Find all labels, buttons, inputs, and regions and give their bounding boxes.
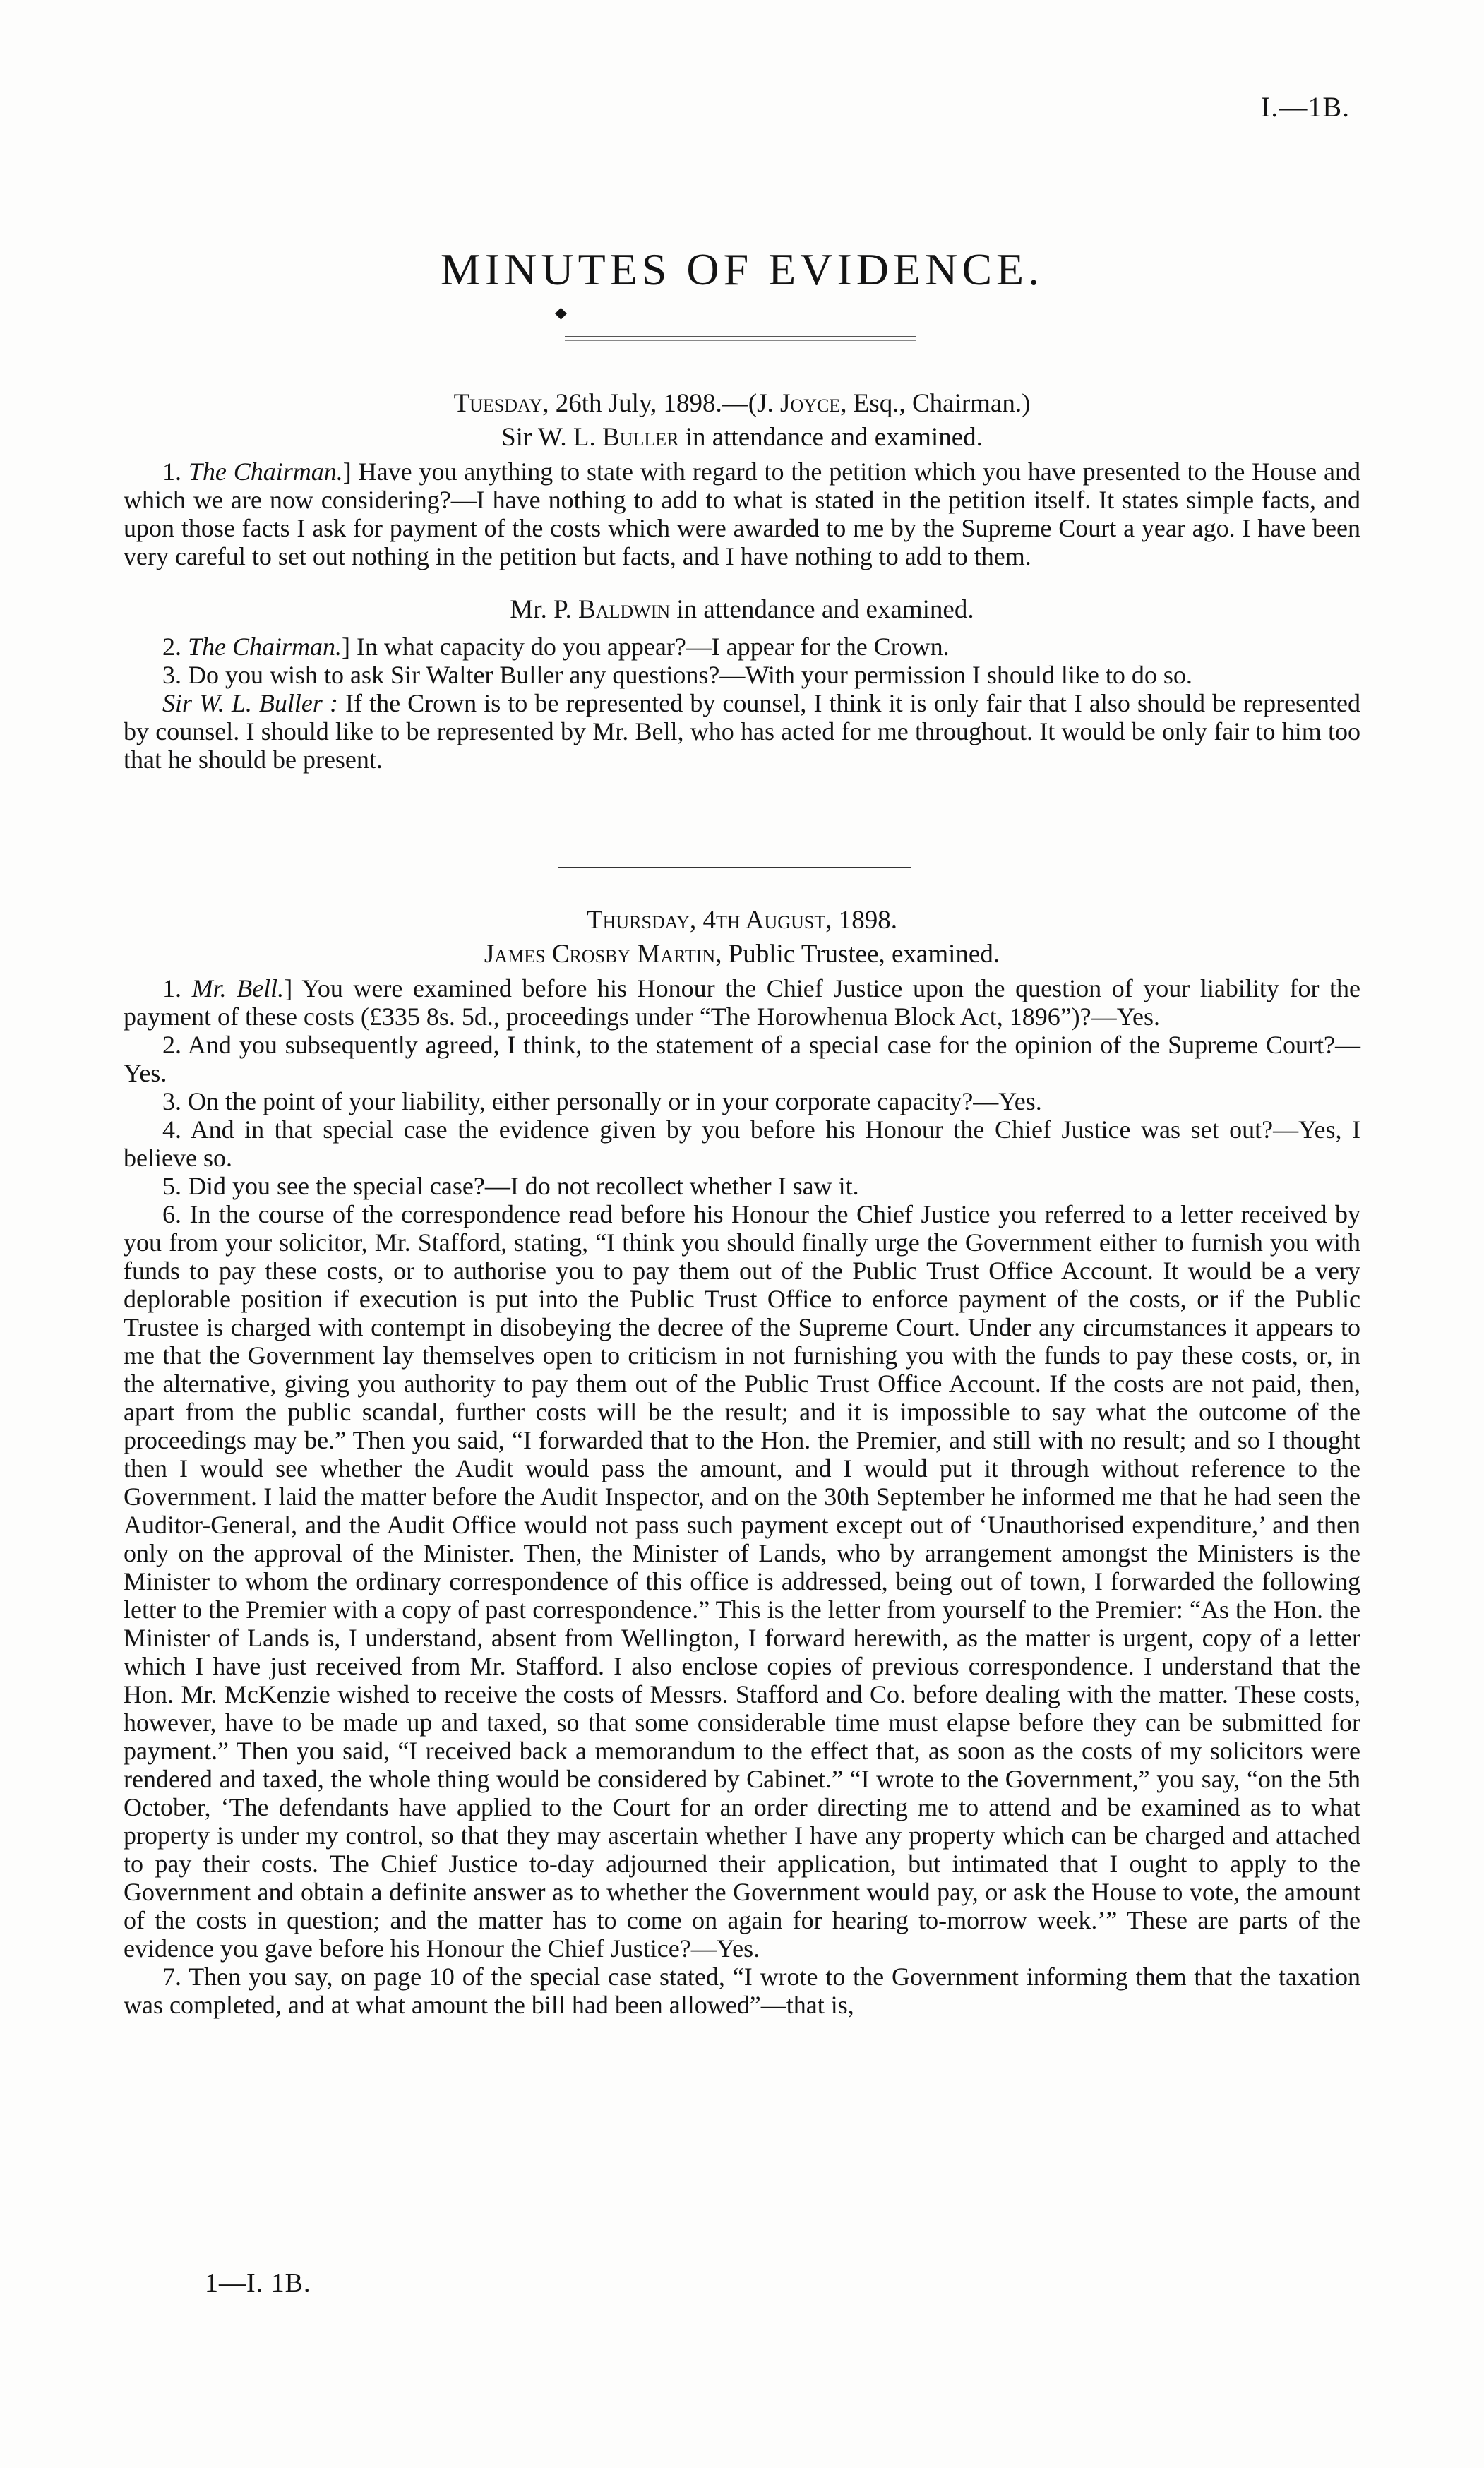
question-s2-2: 2. And you subsequently agreed, I think, to the statement of a special case for the opinion of the Supreme Court?—Yes.: [124, 1031, 1360, 1087]
session-1-date: , 26th July, 1898.—(J.: [542, 389, 781, 418]
buller-remark: [124, 689, 1360, 774]
question-s2-7: 7. Then you say, on page 10 of the special case stated, “I wrote to the Government informing them that the taxation was completed, and at what amount the bill had been allowed”—that is,: [124, 1963, 1360, 2019]
speaker: The Chairman.: [188, 633, 342, 661]
speaker: Sir W. L. Buller :: [162, 689, 338, 717]
session-1-chairman-name: Joyce: [780, 389, 841, 418]
session-2-day: Thursday: [587, 906, 690, 935]
page-reference: I.—1B.: [1261, 91, 1350, 123]
title-ornament: ◆: [555, 304, 567, 321]
page-title: MINUTES OF EVIDENCE.: [440, 244, 1044, 294]
speaker: The Chairman.: [188, 457, 343, 486]
question-text: ] In what capacity do you appear?—I appear for the Crown.: [342, 633, 950, 661]
question-1: [124, 457, 1360, 570]
session-1: [124, 387, 1360, 774]
witness-name: Buller: [602, 423, 679, 452]
title-rule: [565, 336, 916, 341]
session-1-day: Tuesday: [453, 389, 543, 418]
page-footer: 1—I. 1B.: [205, 2268, 311, 2298]
session-2: [124, 904, 1360, 2019]
witness-prefix: Sir W. L.: [501, 423, 602, 452]
remark-text: If the Crown is to be represented by counsel, I think it is only fair that I also should be represented by counsel. I should like to be represented by Mr. Bell, who has acted for me throughout. It would be only fair to him too that he should be present.: [124, 689, 1361, 774]
question-number: 1.: [162, 974, 192, 1002]
witness-suffix: , Public Trustee, examined.: [715, 940, 1000, 969]
question-number: 2.: [162, 633, 188, 661]
session-2-heading: [124, 904, 1360, 938]
witness-suffix: in attendance and examined.: [678, 423, 983, 452]
question-text: ] You were examined before his Honour the Chief Justice upon the question of your liability for the payment of these costs (£335 8s. 5d., proceedings under “The Horowhenua Block Act, 1896”)?—Yes.: [124, 974, 1361, 1031]
witness-line: [124, 421, 1360, 455]
question-s2-6: 6. In the course of the correspondence read before his Honour the Chief Justice you referred to a letter received by you from your solicitor, Mr. Stafford, stating, “I think you should finally urge the Government either to furnish you with funds to pay these costs, or to authorise you to pay them out of the Public Trust Office Account. It would be a very deplorable position if execution is put into the Public Trust Office to enforce payment of the costs, or if the Public Trustee is charged with contempt in disobeying the decree of the Supreme Court. Under any circumstances it appears to me that the Government lay themselves open to criticism in not furnishing you with the funds to pay these costs, or, in the alternative, giving you authority to pay them out of the Public Trust Office Account. If the costs are not paid, then, apart from the public scandal, further costs will be the result; and it is impossible to say what the outcome of the proceedings may be.” Then you said, “I forwarded that to the Hon. the Premier, and still with no result; and so I thought then I would see whether the Audit would pass the amount, and I would put it through without reference to the Government. I laid the matter before the Audit Inspector, and on the 30th September he informed me that he had seen the Auditor-General, and the Audit Office would not pass such payment except out of ‘Unauthorised expenditure,’ and then only on the approval of the Minister. Then, the Minister of Lands, who by arrangement amongst the Ministers is the Minister to whom the ordinary correspondence of this office is addressed, being out of town, I forwarded the following letter to the Premier with a copy of past correspondence.” This is the letter from yourself to the Premier: “As the Hon. the Minister of Lands is, I understand, absent from Wellington, I forward herewith, as the matter is urgent, copy of a letter which I have just received from Mr. Stafford. I also enclose copies of previous correspondence. I understand that the Hon. Mr. McKenzie wished to receive the costs of Messrs. Stafford and Co. before dealing with the matter. These costs, however, have to be made up and taxed, so that some considerable time must elapse before they can be submitted for payment.” Then you said, “I received back a memorandum to the effect that, as soon as the costs of my solicitors were rendered and taxed, the whole thing would be considered by Cabinet.” “I wrote to the Government,” you say, “on the 5th October, ‘The defendants have applied to the Court for an order directing me to attend and be examined as to what property is under my control, so that they may ascertain whether I have any property which can be charged and attached to pay their costs. The Chief Justice to-day adjourned their application, but intimated that I ought to apply to the Government and obtain a definite answer as to whether the Government would pay, or ask the House to vote, the amount of the costs in question; and the matter has to come on again for hearing to-morrow week.’” These are parts of the evidence you gave before his Honour the Chief Justice?—Yes.: [124, 1200, 1360, 1963]
witness-prefix: Mr. P.: [510, 595, 579, 624]
question-s2-1: [124, 974, 1360, 1031]
question-3: 3. Do you wish to ask Sir Walter Buller any questions?—With your permission I should like to do so.: [162, 661, 1192, 689]
question-text: ] Have you anything to state with regard to the petition which you have presented to the House and which we are now considering?—I have nothing to add to what is stated in the petition itself. It states simple facts, and upon those facts I ask for payment of the costs which were awarded to me by the Supreme Court a year ago. I have been very careful to set out nothing in the petition but facts, and I have nothing to add to them.: [124, 457, 1360, 570]
session-1-chairman-suffix: , Esq., Chairman.): [840, 389, 1031, 418]
speaker: Mr. Bell.: [191, 974, 285, 1002]
question-s2-5: 5. Did you see the special case?—I do not recollect whether I saw it.: [162, 1172, 859, 1200]
question-s2-4: 4. And in that special case the evidence given by you before his Honour the Chief Justice was set out?—Yes, I believe so.: [124, 1115, 1360, 1172]
witness-name: James Crosby Martin: [484, 940, 716, 969]
session-1-heading: [124, 387, 1360, 421]
question-2: [124, 633, 1360, 661]
witness-name: Baldwin: [578, 595, 671, 624]
question-s2-3: 3. On the point of your liability, either personally or in your corporate capacity?—Yes.: [162, 1087, 1042, 1115]
section-divider: [558, 867, 911, 868]
session-2-date: , 4th August, 1898.: [689, 906, 897, 935]
witness-line-3: [124, 938, 1360, 971]
witness-line-2: [124, 593, 1360, 627]
question-number: 1.: [162, 457, 189, 486]
witness-suffix: in attendance and examined.: [670, 595, 974, 624]
